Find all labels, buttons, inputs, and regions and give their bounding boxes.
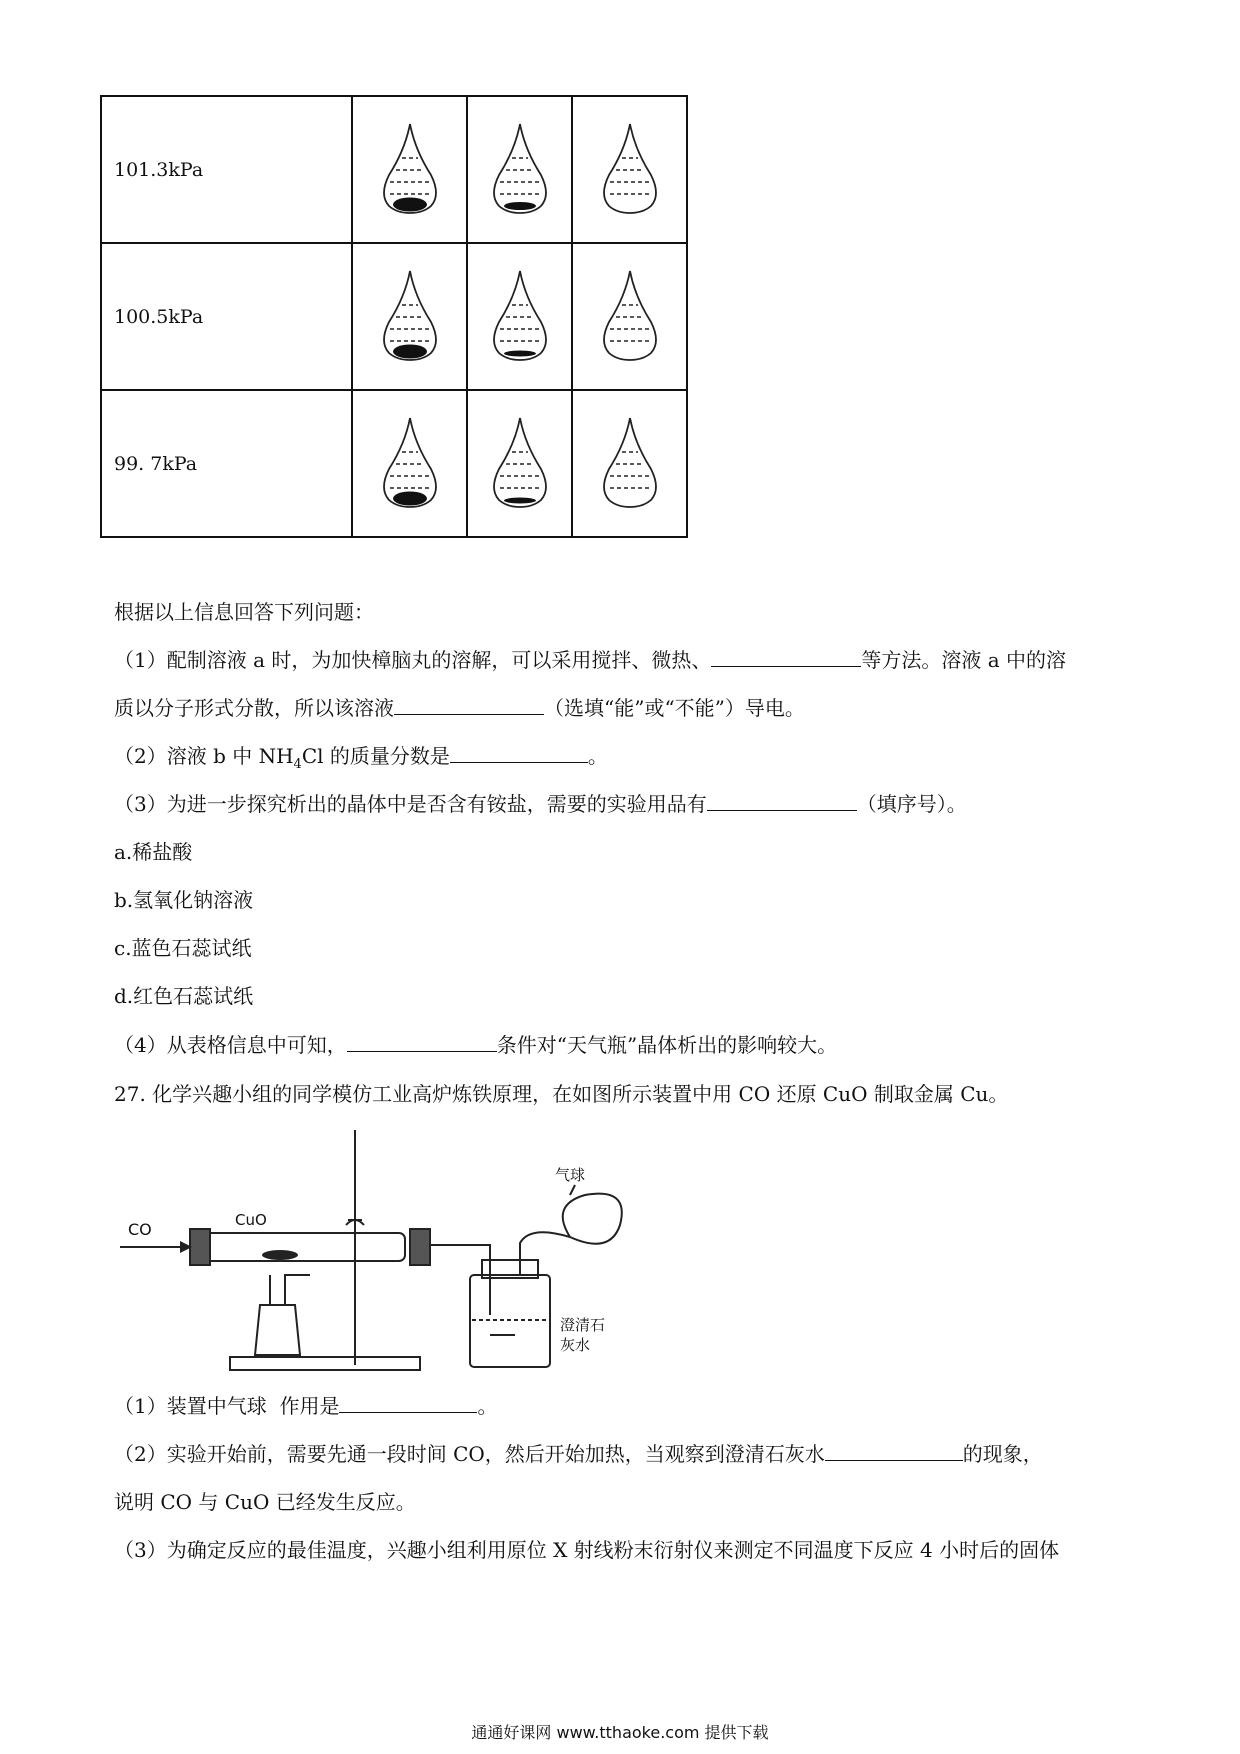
q2-text-a: （2）溶液 b 中 NH — [114, 744, 294, 768]
flask-outline — [494, 418, 546, 507]
flask-outline — [604, 418, 656, 507]
lamp-stand — [270, 1275, 310, 1305]
glass-tube — [200, 1233, 405, 1261]
q27-1-text-a: （1）装置中气球 — [114, 1394, 267, 1418]
stand-base — [230, 1357, 420, 1370]
flask-icon — [595, 267, 665, 363]
q27-2-text-a: （2）实验开始前，需要先通一段时间 CO，然后开始加热，当观察到澄清石灰水 — [114, 1442, 825, 1466]
pressure-label: 100.5kPa — [101, 243, 352, 390]
q1-text-d: （选填“能”或“不能”）导电。 — [544, 696, 805, 720]
flask-outline — [494, 124, 546, 213]
flask-cell — [352, 243, 467, 390]
table-row — [101, 390, 687, 537]
q27-1-text-c: 。 — [477, 1394, 498, 1418]
answer-blank[interactable] — [825, 1440, 963, 1461]
flask-cell — [572, 96, 687, 243]
question-1-line-2 — [114, 694, 805, 722]
answer-blank[interactable] — [339, 1392, 477, 1413]
q2-subscript: 4 — [293, 757, 302, 772]
q1-text-c: 质以分子形式分散，所以该溶液 — [114, 696, 394, 720]
flask-outline — [604, 124, 656, 213]
outlet-tube — [430, 1245, 490, 1315]
balloon-label: 气球 — [555, 1166, 586, 1184]
crystal-deposit — [393, 197, 427, 211]
q3-text-b: （填序号）。 — [856, 792, 967, 816]
answer-blank[interactable] — [347, 1031, 497, 1052]
limewater-label-1: 澄清石 — [560, 1316, 606, 1334]
table-row — [101, 243, 687, 390]
cuo-powder — [262, 1250, 298, 1260]
flask-outline — [604, 271, 656, 360]
crystal-deposit — [504, 497, 536, 503]
crystal-deposit — [504, 350, 536, 356]
question-27-1 — [114, 1392, 497, 1420]
flask-icon — [485, 414, 555, 510]
question-4 — [114, 1031, 837, 1059]
limewater-label-2: 灰水 — [560, 1336, 591, 1354]
flask-icon — [485, 120, 555, 216]
option-c: c.蓝色石蕊试纸 — [114, 936, 252, 960]
intro-text: 根据以上信息回答下列问题： — [114, 600, 374, 624]
flask-cell — [572, 390, 687, 537]
question-27-3: （3）为确定反应的最佳温度，兴趣小组利用原位 X 射线粉末衍射仪来测定不同温度下反应 4 小时后的固体 — [114, 1538, 1060, 1562]
flask-icon — [595, 120, 665, 216]
q4-text-a: （4）从表格信息中可知， — [114, 1033, 347, 1057]
q1-text-b: 等方法。溶液 a 中的溶 — [861, 648, 1067, 672]
cuo-label: CuO — [235, 1211, 267, 1229]
page-footer: 通通好课网 www.tthaoke.com 提供下载 — [471, 1723, 769, 1742]
flask-cell — [572, 243, 687, 390]
question-27-stem: 27. 化学兴趣小组的同学模仿工业高炉炼铁原理，在如图所示装置中用 CO 还原 CuO 制取金属 Cu。 — [114, 1082, 1009, 1106]
crystal-deposit — [504, 202, 536, 210]
crystal-deposit — [393, 491, 427, 505]
balloon — [563, 1194, 622, 1244]
flask-icon — [595, 414, 665, 510]
stopper-right — [410, 1229, 430, 1265]
flask-icon — [375, 267, 445, 363]
pressure-label: 101.3kPa — [101, 96, 352, 243]
option-a: a.稀盐酸 — [114, 840, 193, 864]
q2-text-c: 。 — [587, 744, 608, 768]
stopper-left — [190, 1229, 210, 1265]
flask-outline — [494, 271, 546, 360]
question-27-2-line-1 — [114, 1440, 1043, 1468]
option-d: d.红色石蕊试纸 — [114, 984, 254, 1008]
crystal-deposit — [393, 344, 427, 358]
answer-blank[interactable] — [450, 742, 588, 763]
answer-blank[interactable] — [394, 694, 544, 715]
question-27-2-line-2: 说明 CO 与 CuO 已经发生反应。 — [114, 1490, 416, 1514]
flask-cell — [467, 390, 572, 537]
q27-2-text-b: 的现象， — [962, 1442, 1043, 1466]
flask-cell — [352, 96, 467, 243]
question-2 — [114, 742, 608, 779]
flask-cell — [467, 243, 572, 390]
answer-blank[interactable] — [711, 646, 861, 667]
flask-cell — [352, 390, 467, 537]
q2-text-b: Cl 的质量分数是 — [301, 744, 450, 768]
flask-icon — [375, 120, 445, 216]
q27-1-text-b: 作用是 — [279, 1394, 340, 1418]
question-1-line-1 — [114, 646, 1066, 674]
flask-icon — [375, 414, 445, 510]
answer-blank[interactable] — [707, 790, 857, 811]
option-b: b.氢氧化钠溶液 — [114, 888, 254, 912]
flask-icon — [485, 267, 555, 363]
exit-tube — [520, 1232, 570, 1275]
pointer-line — [570, 1185, 575, 1195]
pressure-table — [100, 95, 688, 538]
pressure-label: 99. 7kPa — [101, 390, 352, 537]
alcohol-lamp — [255, 1305, 300, 1355]
q4-text-b: 条件对“天气瓶”晶体析出的影响较大。 — [496, 1033, 838, 1057]
table-row — [101, 96, 687, 243]
flask-cell — [467, 96, 572, 243]
apparatus-diagram — [120, 1125, 640, 1380]
q3-text-a: （3）为进一步探究析出的晶体中是否含有铵盐，需要的实验用品有 — [114, 792, 707, 816]
question-3 — [114, 790, 967, 818]
q1-text-a: （1）配制溶液 a 时，为加快樟脑丸的溶解，可以采用搅拌、微热、 — [114, 648, 712, 672]
co-label: CO — [128, 1220, 152, 1239]
